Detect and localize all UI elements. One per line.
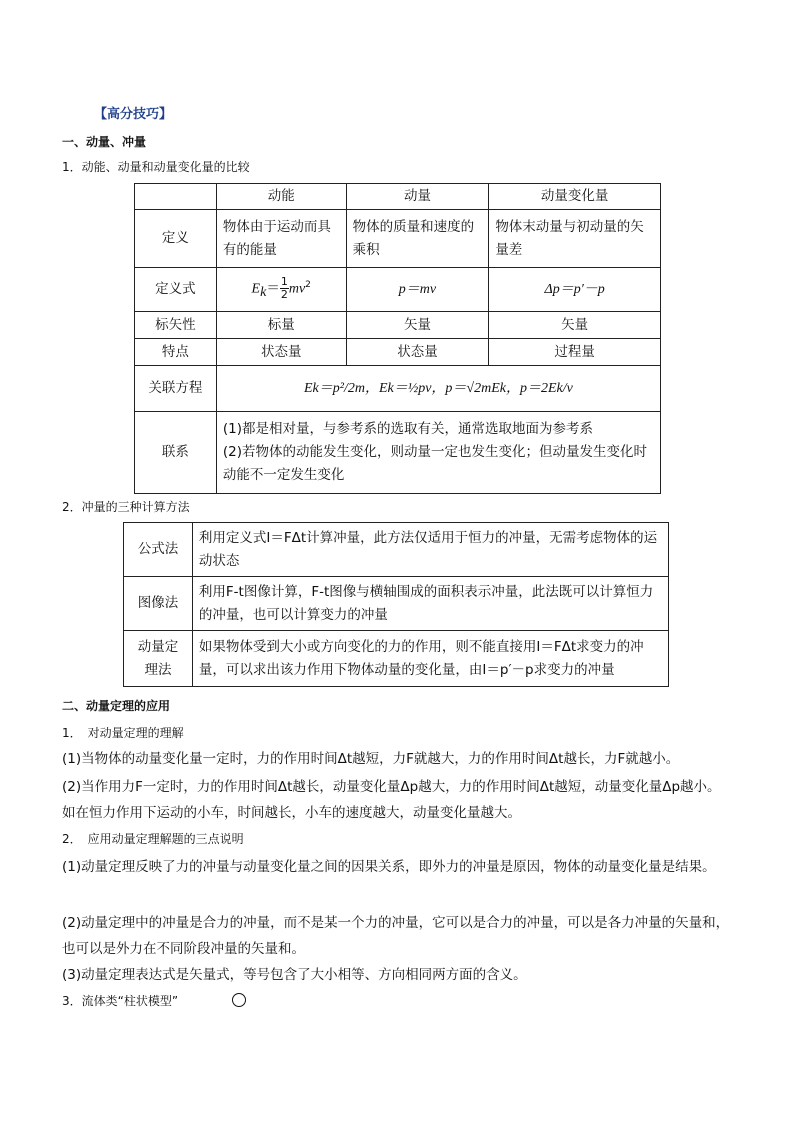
paragraph: (2)动量定理中的冲量是合力的冲量，而不是某一个力的冲量，它可以是合力的冲量，可以是各力冲量的矢量和，也可以是外力在不同阶段冲量的矢量和。 bbox=[62, 915, 730, 957]
section1-title: 一、动量、冲量 bbox=[62, 135, 147, 149]
row-label: 定义 bbox=[135, 210, 217, 268]
table-header-empty bbox=[135, 184, 217, 210]
table-cell: 物体末动量与初动量的矢量差 bbox=[489, 210, 661, 268]
section2-title: 二、动量定理的应用 bbox=[62, 699, 171, 713]
row-label: 特点 bbox=[135, 339, 217, 366]
table-cell: 过程量 bbox=[489, 339, 661, 366]
section2-item3-title: 3．流体类“柱状模型” bbox=[62, 994, 179, 1008]
paragraph: (1)当物体的动量变化量一定时，力的作用时间Δt越短，力F就越大，力的作用时间Δt越长，力F就越小。 bbox=[62, 751, 680, 767]
row-label: 图像法 bbox=[124, 577, 193, 631]
momentum-formula: p＝mv bbox=[346, 268, 489, 312]
link-cell bbox=[216, 412, 660, 494]
table-cell: 状态量 bbox=[346, 339, 489, 366]
section1-item2-title: 2．冲量的三种计算方法 bbox=[62, 500, 190, 514]
row-label: 标矢性 bbox=[135, 312, 217, 339]
table-cell: 矢量 bbox=[346, 312, 489, 339]
table-cell: 矢量 bbox=[489, 312, 661, 339]
link-line-1: (1)都是相对量，与参考系的选取有关，通常选取地面为参考系 bbox=[222, 421, 593, 437]
paragraph: (3)动量定理表达式是矢量式，等号包含了大小相等、方向相同两方面的含义。 bbox=[62, 967, 527, 983]
table-row bbox=[124, 631, 669, 687]
table-header-momentum-change: 动量变化量 bbox=[489, 184, 661, 210]
table-row bbox=[124, 577, 669, 631]
row-label: 定义式 bbox=[135, 268, 217, 312]
table-row-formula bbox=[135, 268, 661, 312]
circle-icon bbox=[232, 993, 246, 1007]
table-header-kinetic-energy: 动能 bbox=[216, 184, 346, 210]
row-label: 公式法 bbox=[124, 523, 193, 577]
section2-item1-title: 1． 对动量定理的理解 bbox=[62, 726, 184, 740]
row-label: 关联方程 bbox=[135, 366, 217, 412]
impulse-methods-table bbox=[123, 522, 669, 687]
table-cell: 物体由于运动而具有的能量 bbox=[216, 210, 346, 268]
table-row bbox=[124, 523, 669, 577]
section1-item1-title: 1．动能、动量和动量变化量的比较 bbox=[62, 160, 250, 174]
table-row-vector bbox=[135, 312, 661, 339]
table-cell: 如果物体受到大小或方向变化的力的作用，则不能直接用I＝FΔt求变力的冲量，可以求出该力作用下物体动量的变化量，由I＝p′－p求变力的冲量 bbox=[192, 631, 668, 687]
table-row-feature bbox=[135, 339, 661, 366]
table-cell: 标量 bbox=[216, 312, 346, 339]
page-heading: 【高分技巧】 bbox=[94, 107, 173, 122]
table-cell: 物体的质量和速度的乘积 bbox=[346, 210, 489, 268]
table-row-link bbox=[135, 412, 661, 494]
row-label: 动量定理法 bbox=[124, 631, 193, 687]
link-line-2: (2)若物体的动能发生变化，则动量一定也发生变化；但动量发生变化时动能不一定发生变化 bbox=[222, 444, 647, 483]
paragraph: (2)当作用力F一定时，力的作用时间Δt越长，动量变化量Δp越大，力的作用时间Δt越短，动量变化量Δp越小。如在恒力作用下运动的小车，时间越长，小车的速度越大，动量变化量越大。 bbox=[62, 779, 721, 821]
table-row-relation bbox=[135, 366, 661, 412]
paragraph: (1)动量定理反映了力的冲量与动量变化量之间的因果关系，即外力的冲量是原因，物体的动量变化量是结果。 bbox=[62, 859, 716, 875]
comparison-table bbox=[134, 183, 661, 494]
section2-item2-title: 2． 应用动量定理解题的三点说明 bbox=[62, 832, 244, 846]
relation-equations: Ek＝p²/2m，Ek＝½pv，p＝√2mEk，p＝2Ek/v bbox=[216, 366, 660, 412]
kinetic-energy-formula: $E_k=$ $\frac{1}{2}$ $mv^2$ bbox=[216, 268, 346, 312]
row-label: 联系 bbox=[135, 412, 217, 494]
table-cell: 状态量 bbox=[216, 339, 346, 366]
table-header-row bbox=[135, 184, 661, 210]
table-row-definition bbox=[135, 210, 661, 268]
table-cell: 利用F-t图像计算，F-t图像与横轴围成的面积表示冲量，此法既可以计算恒力的冲量，也可以计算变力的冲量 bbox=[192, 577, 668, 631]
momentum-change-formula: Δp＝p′－p bbox=[489, 268, 661, 312]
table-cell: 利用定义式I＝FΔt计算冲量，此方法仅适用于恒力的冲量，无需考虑物体的运动状态 bbox=[192, 523, 668, 577]
table-header-momentum: 动量 bbox=[346, 184, 489, 210]
